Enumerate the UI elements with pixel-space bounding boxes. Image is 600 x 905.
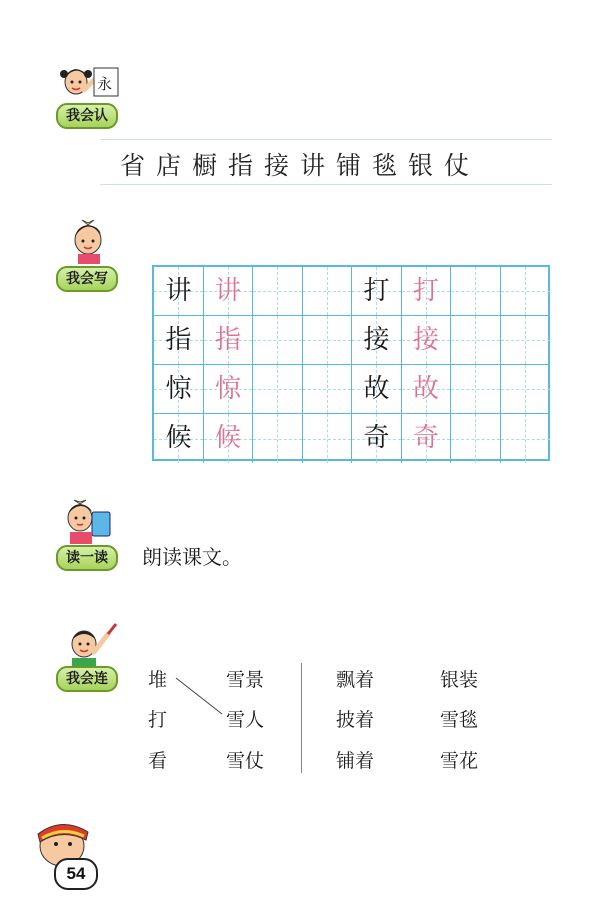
grid-cell (303, 267, 353, 316)
model-character: 讲 (165, 276, 192, 306)
grid-cell (253, 414, 303, 463)
connect-left-target: 雪人 (226, 709, 265, 731)
girl-writing-illustration (60, 212, 120, 264)
model-character: 奇 (363, 423, 390, 453)
connect-right-target: 雪花 (440, 750, 479, 772)
grid-cell (303, 414, 353, 463)
grid-cell (501, 414, 551, 463)
connect-right-target: 雪毯 (440, 709, 479, 731)
grid-cell (451, 267, 501, 316)
connect-right-word: 披着 (336, 709, 375, 731)
read-instruction: 朗读课文。 (142, 545, 242, 569)
grid-cell (303, 365, 353, 414)
trace-character: 奇 (412, 423, 439, 453)
model-character: 接 (363, 325, 390, 355)
grid-cell (253, 267, 303, 316)
grid-cell (253, 316, 303, 365)
connect-left-word: 堆 (148, 669, 168, 691)
boy-with-pencil-illustration (62, 622, 122, 670)
trace-character: 指 (214, 325, 241, 355)
connect-example-line (170, 672, 230, 718)
grid-cell (303, 316, 353, 365)
grid-cell (451, 365, 501, 414)
model-character: 惊 (165, 374, 192, 404)
connect-left-target: 雪仗 (226, 750, 265, 772)
section-label-recognize: 我会认 (56, 103, 118, 129)
model-character: 指 (165, 325, 192, 355)
page-number: 54 (54, 858, 98, 890)
model-character: 故 (363, 374, 390, 404)
recognize-guide-line-top (100, 139, 552, 140)
connect-right-word: 铺着 (336, 750, 375, 772)
section-label-read: 读一读 (56, 545, 118, 571)
grid-cell (501, 316, 551, 365)
grid-cell (501, 365, 551, 414)
connect-divider (301, 663, 302, 773)
connect-right-word: 飘着 (336, 669, 375, 691)
recognize-characters: 省店橱指接讲铺毯银仗 (120, 151, 481, 180)
writing-grid (152, 265, 550, 461)
connect-left-target: 雪景 (226, 669, 265, 691)
model-character: 打 (363, 276, 390, 306)
connect-left-word: 看 (148, 750, 168, 772)
connect-left-word: 打 (148, 709, 168, 731)
connect-right-target: 银装 (440, 669, 479, 691)
grid-cell (451, 414, 501, 463)
trace-character: 惊 (214, 374, 241, 404)
grid-cell (451, 316, 501, 365)
grid-cell (501, 267, 551, 316)
trace-character: 讲 (214, 276, 241, 306)
trace-character: 故 (412, 374, 439, 404)
girl-reading-illustration (58, 496, 124, 546)
grid-cell (253, 365, 303, 414)
trace-character: 接 (412, 325, 439, 355)
section-label-write: 我会写 (56, 266, 118, 292)
girl-with-card-illustration (58, 60, 130, 106)
section-label-connect: 我会连 (56, 666, 118, 692)
model-character: 候 (165, 423, 192, 453)
card-character: 永 (97, 75, 113, 93)
trace-character: 打 (412, 276, 439, 306)
recognize-guide-line-bottom (100, 184, 552, 185)
trace-character: 候 (214, 423, 241, 453)
